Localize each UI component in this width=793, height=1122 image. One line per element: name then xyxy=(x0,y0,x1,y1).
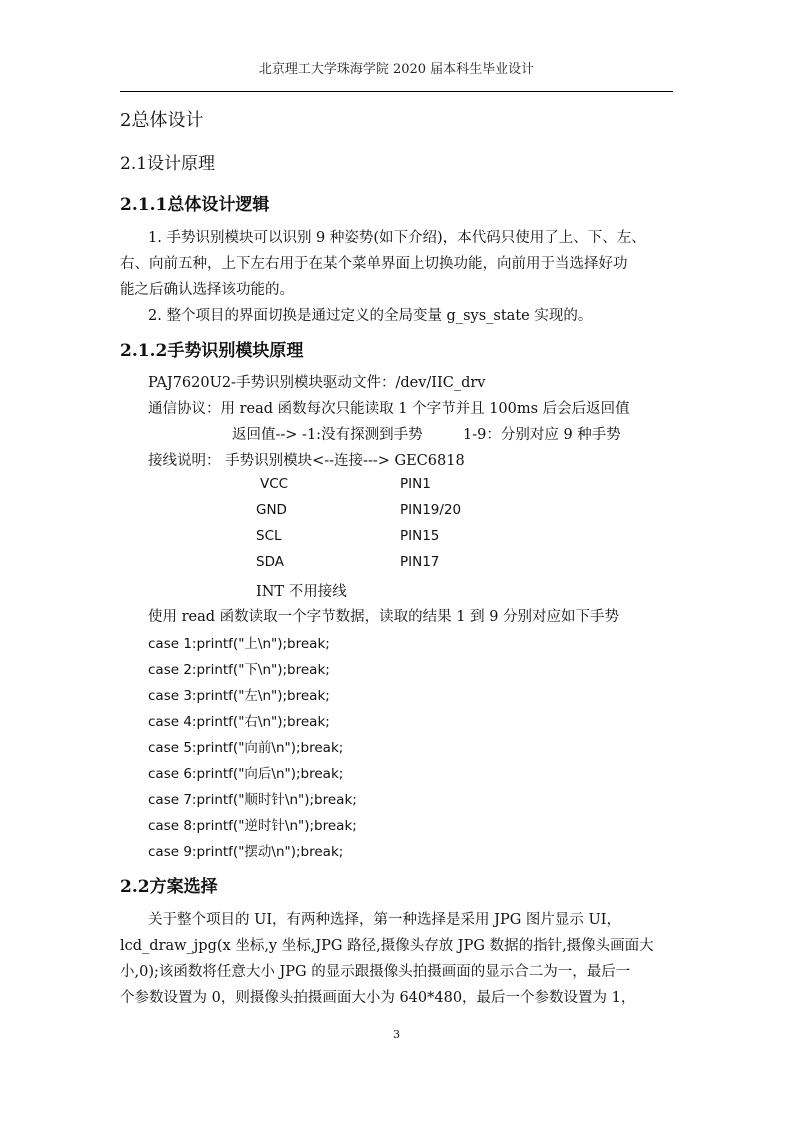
case-line: case 1:printf("上\n");break; xyxy=(148,636,330,652)
pin-name: SDA xyxy=(256,554,284,570)
heading-section-2: 2总体设计 xyxy=(120,110,204,131)
heading-section-2-1: 2.1设计原理 xyxy=(120,154,216,174)
scheme-line-2: lcd_draw_jpg(x 坐标,y 坐标,JPG 路径,摄像头存放 JPG 数据的指针,摄像头画面大 xyxy=(120,938,654,954)
page-header: 北京理工大学珠海学院 2020 届本科生毕业设计 xyxy=(258,62,535,77)
int-note: INT 不用接线 xyxy=(256,584,347,600)
case-line: case 7:printf("顺时针\n");break; xyxy=(148,792,357,808)
pin-number: PIN1 xyxy=(400,476,431,492)
case-line: case 8:printf("逆时针\n");break; xyxy=(148,818,357,834)
case-line: case 3:printf("左\n");break; xyxy=(148,688,330,704)
pin-name: VCC xyxy=(260,476,289,492)
pin-name: GND xyxy=(256,502,287,518)
logic-paragraph-2: 2. 整个项目的界面切换是通过定义的全局变量 g_sys_state 实现的。 xyxy=(148,308,593,324)
driver-file-line: PAJ7620U2-手势识别模块驱动文件：/dev/IIC_drv xyxy=(148,375,486,391)
case-line: case 5:printf("向前\n");break; xyxy=(148,740,344,756)
heading-section-2-1-1: 2.1.1总体设计逻辑 xyxy=(120,195,270,215)
header-rule xyxy=(120,91,673,92)
page-number: 3 xyxy=(393,1028,400,1041)
scheme-line-4: 个参数设置为 0，则摄像头拍摄画面大小为 640*480，最后一个参数设置为 1， xyxy=(120,990,636,1006)
scheme-line-3: 小,0);该函数将任意大小 JPG 的显示跟摄像头拍摄画面的显示合二为一，最后一 xyxy=(120,964,631,980)
heading-section-2-1-2: 2.1.2手势识别模块原理 xyxy=(120,341,304,361)
protocol-line: 通信协议：用 read 函数每次只能读取 1 个字节并且 100ms 后会后返回值 xyxy=(148,401,630,417)
pin-name: SCL xyxy=(256,528,282,544)
logic-paragraph-1-line-1: 1. 手势识别模块可以识别 9 种姿势(如下介绍)，本代码只使用了上、下、左、 xyxy=(148,230,646,246)
case-line: case 9:printf("摆动\n");break; xyxy=(148,844,344,860)
logic-paragraph-1-line-2: 右、向前五种，上下左右用于在某个菜单界面上切换功能，向前用于当选择好功 xyxy=(120,256,628,272)
pin-number: PIN17 xyxy=(400,554,440,570)
return-value-gestures: 1-9：分别对应 9 种手势 xyxy=(463,427,621,443)
case-line: case 4:printf("右\n");break; xyxy=(148,714,330,730)
case-line: case 6:printf("向后\n");break; xyxy=(148,766,344,782)
pin-number: PIN15 xyxy=(400,528,440,544)
case-line: case 2:printf("下\n");break; xyxy=(148,662,330,678)
wiring-line: 接线说明： 手势识别模块<--连接---> GEC6818 xyxy=(148,453,465,469)
heading-section-2-2: 2.2方案选择 xyxy=(120,877,218,897)
logic-paragraph-1-line-3: 能之后确认选择该功能的。 xyxy=(120,282,294,298)
pin-number: PIN19/20 xyxy=(400,502,462,518)
scheme-line-1: 关于整个项目的 UI，有两种选择，第一种选择是采用 JPG 图片显示 UI， xyxy=(148,912,621,928)
return-value-none: 返回值--> -1:没有探测到手势 xyxy=(232,427,423,443)
read-description: 使用 read 函数读取一个字节数据，读取的结果 1 到 9 分别对应如下手势 xyxy=(148,609,620,625)
